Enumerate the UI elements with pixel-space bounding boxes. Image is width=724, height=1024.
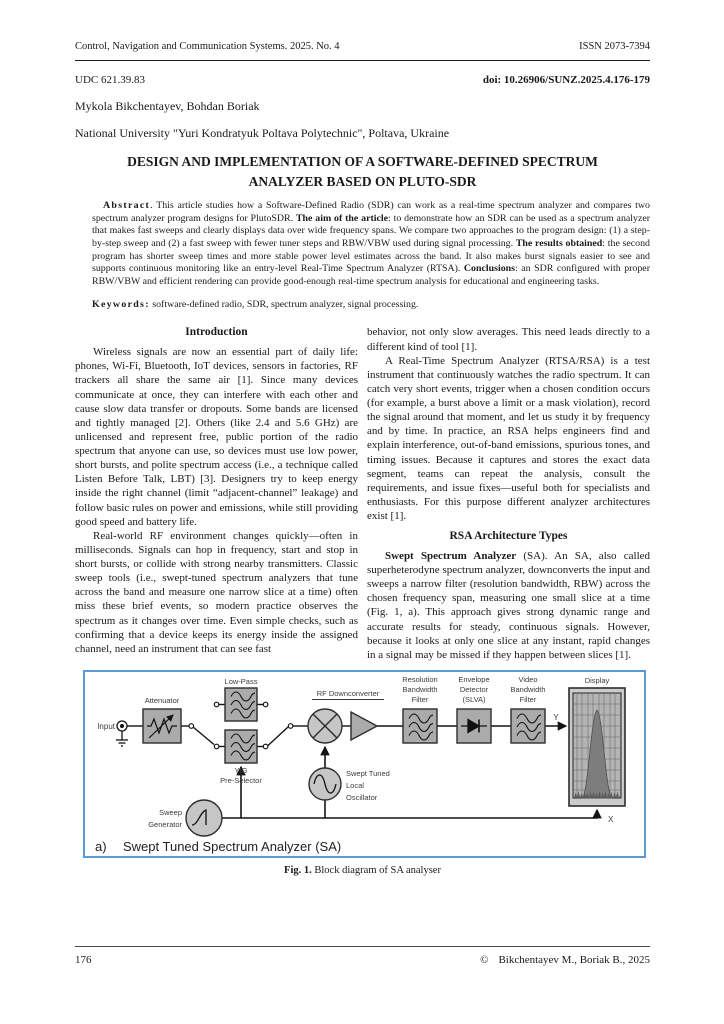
sweep-gen-label-line1: Sweep bbox=[159, 807, 182, 817]
envelope-label-line3: (SLVA) bbox=[462, 694, 486, 704]
sa-block-diagram bbox=[85, 672, 644, 856]
copyright-text: Bikchentayev M., Boriak B., 2025 bbox=[498, 954, 650, 966]
envelope-label-line1: Envelope bbox=[458, 674, 490, 684]
meta-row bbox=[75, 74, 650, 86]
vbw-label-line2: Bandwidth bbox=[510, 684, 546, 694]
input-connector-icon bbox=[116, 721, 128, 746]
figure-1-panel bbox=[83, 670, 646, 858]
amplifier-icon bbox=[351, 712, 377, 740]
keywords-label: Keywords: bbox=[92, 298, 150, 310]
y-axis-label: Y bbox=[553, 712, 559, 722]
rbw-label-line1: Resolution bbox=[402, 674, 438, 684]
attenuator-label: Attenuator bbox=[144, 695, 180, 705]
abstract-results-label: The results obtained bbox=[515, 238, 603, 250]
swept-analyzer-lead: Swept Spectrum Analyzer bbox=[385, 549, 517, 562]
swept-analyzer-text: (SA). An SA, also called superheterodyne spectrum analyzer, downconverts the input and sweeps a narrow filter (resolution bandwidth, RBW) across the chosen frequency span, measuring one small slice at a time (Fig. 1, a). This approach gives strong dynamic range and accurate results for steady, continuous signals. However, because it looks at only one slice at any instant, rapid changes in a signal may be missed if they happen between slices [1]. bbox=[367, 549, 651, 661]
rsa-architecture-heading: RSA Architecture Types bbox=[449, 530, 568, 543]
authors: Mykola Bikchentayev, Bohdan Boriak bbox=[75, 99, 260, 113]
rbw-label-line3: Filter bbox=[411, 694, 429, 704]
rf-downconverter-label: RF Downconverter bbox=[316, 688, 380, 698]
left-column bbox=[75, 325, 358, 662]
lo-label-line1: Swept Tuned bbox=[346, 768, 390, 778]
abstract-text-3: : the second program has shorter sweep times and more stable power level estimates across the band. It also makes burst signals easier to see and supports continuous monitoring like an entry-level Real-Time Spectrum Analyzer (RTSA). bbox=[92, 238, 650, 275]
article-title: DESIGN AND IMPLEMENTATION OF A SOFTWARE-DEFINED SPECTRUM ANALYZER BASED ON PLUTO-SDR bbox=[127, 154, 598, 189]
rtsa-paragraph: A Real-Time Spectrum Analyzer (RTSA/RSA) is a test instrument that continuously watches the radio spectrum. It can catch very short events, trigger when a chosen condition occurs (for example, a burst above a limit or a mask violation), record the signal around that moment, and let us study it by frequency and by time. In practice, an RSA helps engineers find and explain interference, out-of-band emissions, spurious tones, and timing issues. Because it captures and stores the exact data segment, teams can repeat the analysis, consult the requirements, and issue fixes—useful both for specialists and enthusiasts. For this purpose different analyzer architectures exist [1]. bbox=[367, 354, 650, 523]
abstract-text-2: : to demonstrate how an SDR can be used as a spectrum analyzer that makes fast sweeps and clearly displays data over wide frequency spans. We compare two approaches to the program design: (1) a step-by-step sweep and (2) a fast sweep with fewer tuner steps and RBW/VBW used during signal processing. bbox=[92, 212, 650, 250]
lo-label-line2: Local bbox=[346, 780, 364, 790]
display-label: Display bbox=[584, 675, 610, 685]
yig-label-line1: YIG bbox=[234, 765, 248, 775]
vbw-label-line1: Video bbox=[518, 674, 538, 684]
swept-analyzer-paragraph bbox=[367, 549, 650, 662]
figure-caption-number: Fig. 1. bbox=[284, 864, 312, 876]
copyright-symbol: © bbox=[480, 954, 489, 966]
udc-code: UDC 621.39.83 bbox=[75, 74, 145, 86]
affiliation: National University "Yuri Kondratyuk Poltava Polytechnic", Poltava, Ukraine bbox=[75, 126, 450, 140]
vbw-label-line3: Filter bbox=[519, 694, 537, 704]
x-axis-label: X bbox=[608, 814, 614, 824]
sweep-gen-label-line2: Generator bbox=[148, 819, 182, 829]
figure-caption-text: Block diagram of SA analyser bbox=[311, 864, 441, 876]
diagram-labels bbox=[95, 675, 614, 854]
two-column-body bbox=[75, 325, 650, 662]
rbw-label-line2: Bandwidth bbox=[402, 684, 438, 694]
yig-label-line2: Pre-Selector bbox=[220, 775, 262, 785]
intro-paragraph-1: Wireless signals are now an essential part of daily life: phones, Wi-Fi, Bluetooth, IoT devices, sensors in factories, RF trackers all share the same air [1]. Since many devices communicate at once, they can interfere with each other and cause slow data transfer or dropouts. Some bands are licensed and tightly managed [2]. Others (like 2.4 and 5.6 GHz) are unlicensed and represent free, public portion of the radio spectrum that anyone can use, so devices must use low power, short bursts, and polite spectrum access (i.e., a technique called Listen Before Talk, LBT) [3]. Designers try to keep energy inside the right channel (limit “adjacent-channel” leakage) and follow basic rules on power and emissions, while still providing good speed and battery life. bbox=[75, 346, 358, 528]
input-label: Input bbox=[97, 721, 115, 731]
intro-heading: Introduction bbox=[185, 326, 248, 339]
abstract-conclusions-label: Conclusions bbox=[463, 263, 515, 275]
panel-title: Swept Tuned Spectrum Analyzer (SA) bbox=[123, 838, 342, 854]
running-header bbox=[75, 40, 650, 61]
figure-caption bbox=[75, 865, 650, 876]
copyright bbox=[480, 954, 650, 966]
panel-letter: a) bbox=[95, 838, 107, 854]
lo-label-line3: Oscillator bbox=[346, 792, 378, 802]
abstract-label: Abstract bbox=[103, 200, 151, 212]
keywords bbox=[75, 299, 650, 312]
abstract-text-1: . This article studies how a Software-Defined Radio (SDR) can work as a real-time spectrum analyzer and compares two spectrum analyzer program designs for PlutoSDR. bbox=[92, 200, 650, 224]
doi: doi: 10.26906/SUNZ.2025.4.176-179 bbox=[482, 74, 650, 86]
abstract-text-4: : an SDR configured with proper RBW/VBW and efficient rendering can provide good-enough real-time spectrum analysis for educational and engineering tasks. bbox=[92, 263, 650, 288]
journal-name: Control, Navigation and Communication Systems. 2025. No. 4 bbox=[75, 41, 340, 52]
sweep-generator-icon bbox=[186, 800, 222, 836]
envelope-label-line2: Detector bbox=[459, 684, 489, 694]
keywords-text: software-defined radio, SDR, spectrum analyzer, signal processing. bbox=[149, 298, 419, 310]
intro-paragraph-2: Real-world RF environment changes quickly—often in milliseconds. Signals can hop in frequency, start and stop in short bursts, or collide with strong nearby transmitters. Classic sweep tools (i.e., swept-tuned spectrum analyzers that tune across the band and measure one narrow slice at a time) often miss these brief events, so modern practice observes the spectrum as it changes over time. Even simple checks, such as confirming that a device keeps its energy inside the assigned channel, need an instrument that can see fast bbox=[75, 529, 358, 655]
page-number: 176 bbox=[75, 954, 92, 966]
right-column bbox=[367, 325, 650, 662]
abstract bbox=[75, 200, 650, 289]
abstract-aim-label: The aim of the article bbox=[295, 212, 389, 224]
page-footer bbox=[75, 946, 650, 966]
low-pass-label: Low-Pass bbox=[224, 676, 258, 686]
issn: ISSN 2073-7394 bbox=[579, 41, 650, 52]
intro-paragraph-2-continued: behavior, not only slow averages. This need leads directly to a different kind of tool [1]. bbox=[367, 326, 650, 353]
